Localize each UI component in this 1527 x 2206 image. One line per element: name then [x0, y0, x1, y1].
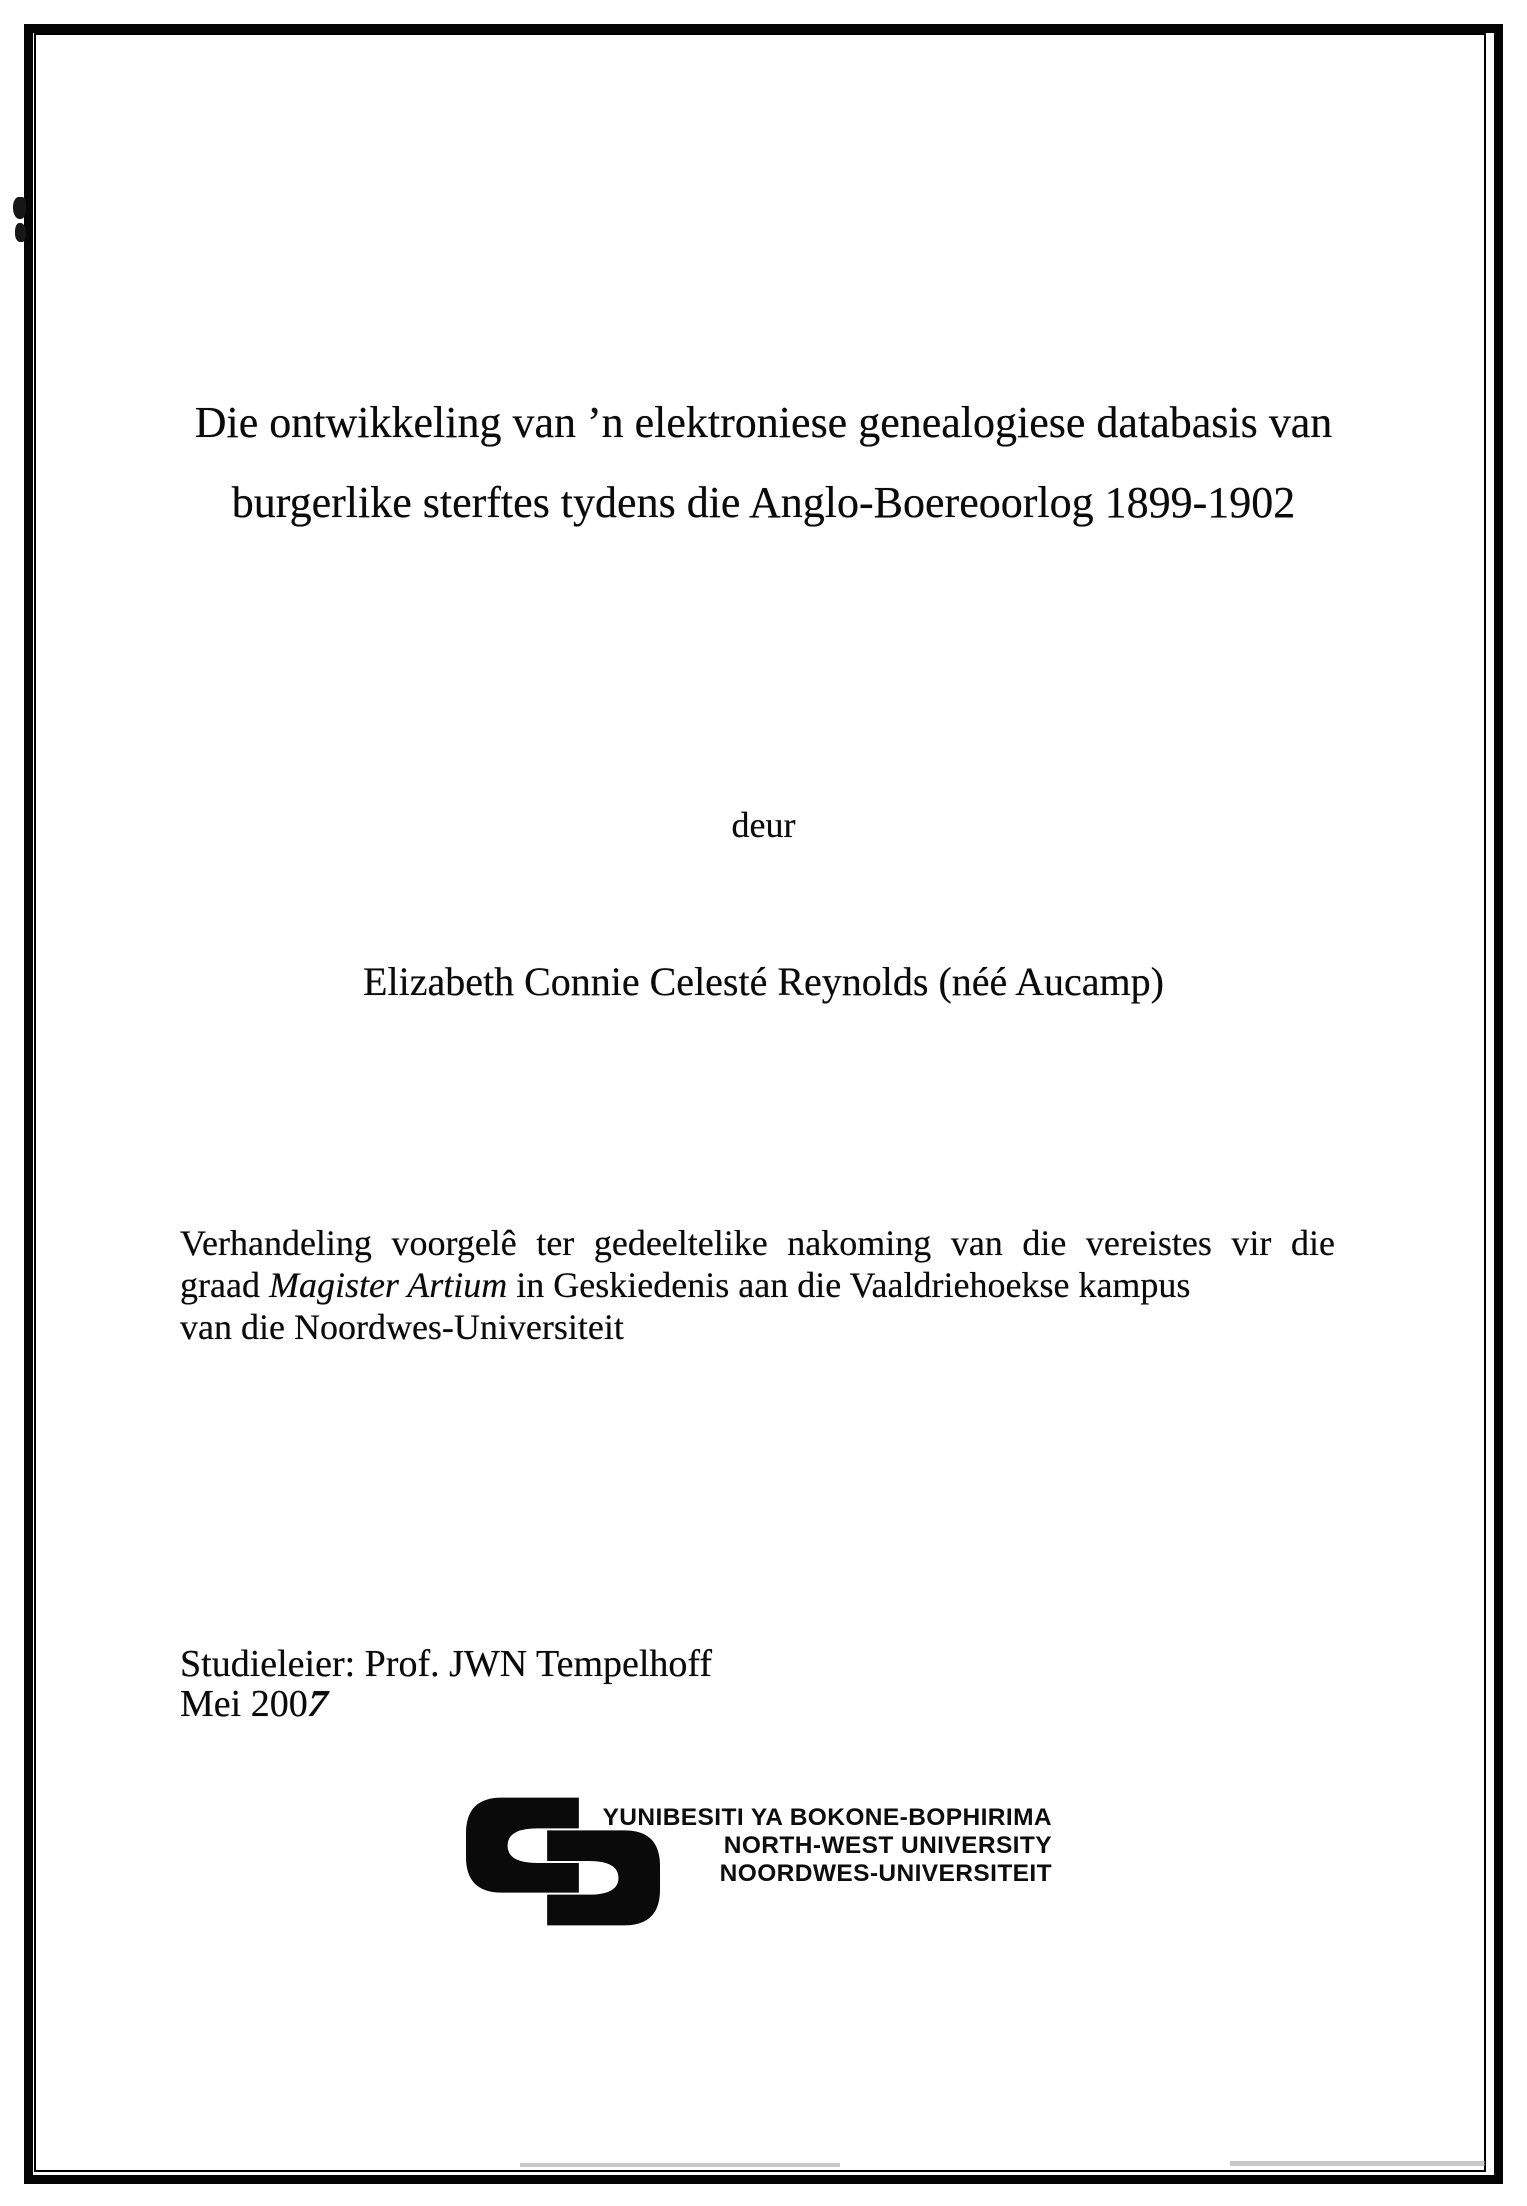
thesis-title-line1: Die ontwikkeling van ’n elektroniese genealogiese databasis van	[194, 398, 1333, 447]
date-line	[180, 1684, 1080, 1724]
scan-noise-speck	[13, 197, 26, 219]
date-last-digit: 7	[301, 1683, 333, 1725]
date-text: Mei 200	[180, 1683, 308, 1725]
scan-smudge	[520, 2163, 840, 2167]
degree-name-italic: Magister Artium	[268, 1265, 508, 1305]
supervisor-block	[180, 1644, 1080, 1724]
thesis-title-line2: burgerlike sterftes tydens die Anglo-Boereoorlog 1899-1902	[231, 478, 1296, 527]
byline-deur: deur	[731, 805, 796, 845]
submission-line2	[180, 1264, 1335, 1306]
submission-paragraph	[180, 1222, 1335, 1348]
author-name: Elizabeth Connie Celesté Reynolds (néé Aucamp)	[363, 959, 1164, 1004]
logo-wordmark	[560, 1804, 1052, 1888]
scan-noise-speck	[15, 223, 26, 242]
submission-line2-post: in Geskiedenis aan die Vaaldriehoekse kampus	[507, 1265, 1191, 1305]
logo-line-english: NORTH-WEST UNIVERSITY	[723, 1832, 1052, 1859]
supervisor-line: Studieleier: Prof. JWN Tempelhoff	[180, 1643, 713, 1685]
thesis-title	[100, 383, 1427, 543]
submission-line3: van die Noordwes-Universiteit	[180, 1307, 624, 1347]
scan-smudge	[1230, 2161, 1485, 2166]
logo-line-afrikaans: NOORDWES-UNIVERSITEIT	[719, 1860, 1052, 1887]
submission-line2-pre: graad	[180, 1265, 269, 1305]
logo-line-setswana: YUNIBESITI YA BOKONE-BOPHIRIMA	[602, 1804, 1052, 1831]
submission-line1: Verhandeling voorgelê ter gedeeltelike nakoming van die vereistes vir die	[180, 1223, 1335, 1263]
